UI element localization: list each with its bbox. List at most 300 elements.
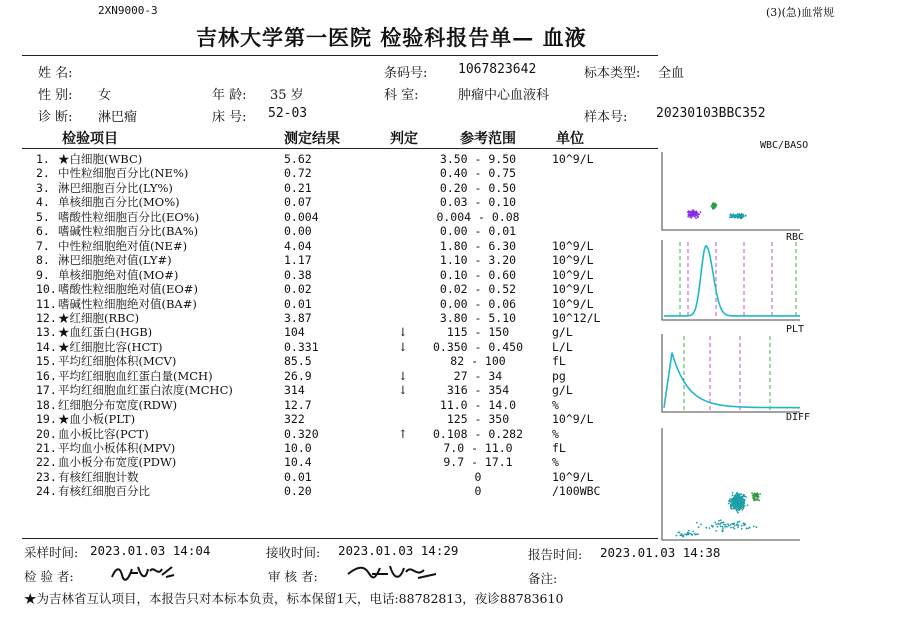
scatter-dot [725, 524, 727, 526]
table-row [0, 195, 660, 209]
row-no: 12. [36, 310, 57, 325]
table-row [0, 297, 660, 311]
row-flag: ↓ [398, 368, 408, 383]
row-result: 322 [284, 412, 305, 427]
row-unit: 10^9/L [552, 469, 594, 484]
diagnosis-value: 淋巴瘤 [98, 110, 138, 125]
scatter-dot [743, 495, 745, 497]
row-name: 红细胞分布宽度(RDW) [58, 397, 178, 412]
scatter-dot [726, 526, 728, 528]
scatter-dot [743, 523, 745, 525]
scatter-dot [754, 494, 756, 496]
row-range: 0 [474, 469, 482, 484]
table-row [0, 224, 660, 238]
scatter-dot [753, 526, 755, 528]
table-row [0, 253, 660, 267]
row-name: 嗜碱性粒细胞百分比(BA%) [58, 224, 199, 239]
scatter-dot [717, 526, 719, 528]
scatter-dot [720, 519, 722, 521]
scatter-dot [714, 522, 716, 524]
row-no: 11. [36, 296, 57, 311]
scatter-dot [705, 527, 707, 529]
scatter-dot [735, 216, 737, 218]
row-no: 15. [36, 354, 57, 369]
scatter-dot [721, 530, 723, 532]
scatter-dot [688, 530, 690, 532]
specimen-label: 标本类型: [584, 66, 641, 81]
remark-label: 备注: [528, 571, 558, 586]
row-flag: ↓ [398, 383, 408, 398]
row-result: 0.00 [284, 224, 312, 239]
scatter-dot [746, 528, 748, 530]
scatter-dot [718, 520, 720, 522]
scatter-dot [728, 503, 730, 505]
scatter-dot [735, 508, 737, 510]
scatter-dot [695, 214, 697, 216]
row-unit: pg [552, 368, 566, 383]
table-row [0, 383, 660, 397]
row-name: 平均红细胞体积(MCV) [58, 354, 177, 369]
col-range: 参考范围 [460, 131, 516, 147]
row-unit: /100WBC [552, 484, 601, 499]
scatter-dot [733, 501, 735, 503]
scatter-dot [700, 524, 702, 526]
report-title: 吉林大学第一医院 检验科报告单— 血液 [196, 25, 587, 50]
row-result: 3.87 [284, 310, 312, 325]
scatter-dot [732, 492, 734, 494]
tester-label: 检 验 者: [24, 569, 74, 584]
row-no: 9. [36, 267, 50, 282]
row-result: 0.331 [284, 339, 319, 354]
scatter-dot [691, 534, 693, 536]
scatter-dot [752, 495, 754, 497]
scatter-dot [732, 526, 734, 528]
scatter-dot [691, 217, 693, 219]
table-row [0, 325, 660, 339]
diagnosis-label: 诊 断: [38, 110, 73, 125]
row-unit: 10^9/L [552, 282, 594, 297]
scatter-dot [737, 495, 739, 497]
rbc-plot-label: RBC [786, 232, 805, 243]
row-range: 27 - 34 [453, 368, 503, 383]
wbc-plot-label: WBC/BASO [760, 140, 809, 151]
row-result: 0.02 [284, 282, 312, 297]
row-no: 20. [36, 426, 57, 441]
scatter-dot [743, 501, 745, 503]
scatter-dot [731, 498, 733, 500]
scatter-dot [688, 211, 690, 213]
row-unit: fL [552, 354, 566, 369]
scatter-dot [700, 211, 702, 213]
row-no: 19. [36, 412, 57, 427]
scatter-dot [715, 530, 717, 532]
scatter-dot [695, 217, 697, 219]
bed-label: 床 号: [212, 110, 247, 125]
scatter-dot [696, 522, 698, 524]
scatter-dot [730, 503, 732, 505]
sample-value: 20230103BBC352 [656, 106, 766, 121]
scatter-dot [698, 213, 700, 215]
row-no: 21. [36, 441, 57, 455]
scatter-dot [694, 216, 696, 218]
receive-time: 2023.01.03 14:29 [338, 543, 459, 558]
row-no: 13. [36, 325, 57, 340]
row-name: 血小板分布宽度(PDW) [58, 455, 177, 470]
row-range: 0.108 - 0.282 [432, 426, 523, 441]
scatter-dot [723, 522, 725, 524]
age-value: 35 岁 [270, 88, 304, 103]
collect-time-label: 采样时间: [24, 545, 79, 560]
row-name: 中性粒细胞绝对值(NE#) [58, 238, 188, 253]
scatter-dot [697, 533, 699, 535]
scatter-dot [730, 524, 732, 526]
row-no: 16. [36, 368, 57, 383]
row-range: 7.0 - 11.0 [443, 441, 513, 455]
row-name: 平均血小板体积(MPV) [58, 441, 176, 455]
row-result: 104 [284, 325, 305, 340]
table-row [0, 470, 660, 484]
scatter-dot [740, 507, 742, 509]
row-result: 0.20 [284, 484, 312, 499]
barcode-value: 1067823642 [458, 62, 537, 77]
row-range: 125 - 350 [446, 412, 510, 427]
scatter-dot [751, 492, 753, 494]
row-name: 淋巴细胞百分比(LY%) [58, 180, 173, 195]
gender-value: 女 [98, 88, 112, 103]
report-copy-type: (3)(急)血常规 [766, 6, 835, 19]
table-row [0, 210, 660, 224]
scatter-dot [729, 501, 731, 503]
scatter-dot [754, 493, 756, 495]
row-name: ★血红蛋白(HGB) [58, 325, 153, 340]
row-range: 1.80 - 6.30 [439, 238, 517, 253]
reviewer-signature [344, 560, 440, 586]
plt-plot-label: PLT [786, 324, 805, 335]
plt-histogram [658, 332, 804, 416]
row-range: 1.10 - 3.20 [439, 253, 517, 268]
row-range: 11.0 - 14.0 [439, 397, 517, 412]
row-name: 中性粒细胞百分比(NE%) [58, 166, 189, 181]
scatter-dot [677, 532, 679, 534]
scatter-dot [730, 507, 732, 509]
scatter-dot [714, 205, 716, 207]
scatter-dot [730, 527, 732, 529]
row-unit: g/L [552, 383, 573, 398]
scatter-dot [727, 523, 729, 525]
wbc-baso-scatterplot [658, 150, 804, 234]
specimen-value: 全血 [658, 66, 685, 81]
row-flag: ↓ [398, 325, 408, 340]
row-unit: 10^9/L [552, 152, 594, 166]
row-flag: ↓ [398, 339, 408, 354]
table-row [0, 340, 660, 354]
row-range: 0.004 - 0.08 [436, 209, 520, 224]
scatter-dot [741, 525, 743, 527]
row-result: 4.04 [284, 238, 312, 253]
row-name: 平均红细胞血红蛋白浓度(MCHC) [58, 383, 233, 398]
gender-label: 性 别: [38, 88, 73, 103]
footer-divider [22, 538, 658, 539]
scatter-dot [741, 505, 743, 507]
row-name: 有核红细胞计数 [58, 469, 139, 484]
title-divider [22, 55, 658, 56]
row-range: 3.50 - 9.50 [439, 152, 517, 166]
row-name: ★血小板(PLT) [58, 412, 136, 427]
row-result: 0.01 [284, 296, 312, 311]
scatter-dot [735, 496, 737, 498]
scatter-dot [739, 493, 741, 495]
row-result: 5.62 [284, 152, 312, 166]
scatter-dot [749, 527, 751, 529]
row-result: 0.72 [284, 166, 312, 181]
row-range: 115 - 150 [446, 325, 510, 340]
scatter-dot [694, 533, 696, 535]
scatter-dot [690, 215, 692, 217]
barcode-label: 条码号: [384, 66, 428, 81]
row-range: 9.7 - 17.1 [443, 455, 513, 470]
scatter-dot [711, 205, 713, 207]
col-item: 检验项目 [62, 131, 118, 147]
row-range: 0.03 - 0.10 [439, 195, 517, 210]
row-unit: L/L [552, 339, 573, 354]
row-no: 14. [36, 339, 57, 354]
report-time-label: 报告时间: [528, 547, 583, 562]
scatter-dot [731, 216, 733, 218]
row-name: ★白细胞(WBC) [58, 152, 143, 166]
scatter-dot [676, 535, 678, 537]
row-no: 22. [36, 455, 57, 470]
scatter-dot [735, 505, 737, 507]
scatter-dot [711, 525, 713, 527]
row-result: 0.004 [284, 209, 319, 224]
row-no: 18. [36, 397, 57, 412]
dept-label: 科 室: [384, 88, 419, 103]
header-divider [22, 148, 658, 149]
table-row [0, 398, 660, 412]
row-no: 3. [36, 180, 50, 195]
scatter-dot [692, 214, 694, 216]
scatter-dot [741, 217, 743, 219]
scatter-dot [692, 211, 694, 213]
scatter-dot [722, 526, 724, 528]
row-range: 0.00 - 0.06 [439, 296, 517, 311]
row-range: 82 - 100 [450, 354, 506, 369]
scatter-dot [696, 212, 698, 214]
row-no: 24. [36, 484, 57, 499]
results-table [0, 152, 660, 504]
scatter-dot [735, 214, 737, 216]
scatter-dot [738, 214, 740, 216]
scatter-dot [756, 526, 758, 528]
scatter-dot [683, 535, 685, 537]
footer-note: ★为吉林省互认项目，本报告只对本标本负责，标本保留1天，电话:88782813，夜诊88783610 [24, 591, 564, 606]
row-result: 0.38 [284, 267, 312, 282]
row-unit: g/L [552, 325, 573, 340]
row-no: 4. [36, 195, 50, 210]
scatter-dot [732, 499, 734, 501]
diff-scatterplot [658, 426, 804, 544]
scatter-dot [743, 503, 745, 505]
row-name: 平均红细胞血红蛋白量(MCH) [58, 368, 213, 383]
scatter-dot [713, 208, 715, 210]
row-result: 10.4 [284, 455, 312, 470]
row-name: 单核细胞绝对值(MO#) [58, 267, 179, 282]
row-no: 17. [36, 383, 57, 398]
tester-signature [108, 561, 178, 585]
scatter-dot [737, 521, 739, 523]
row-unit: 10^9/L [552, 253, 594, 268]
row-range: 0.10 - 0.60 [439, 267, 517, 282]
scatter-dot [739, 498, 741, 500]
row-no: 5. [36, 209, 50, 224]
scatter-dot [737, 512, 739, 514]
row-range: 0.40 - 0.75 [439, 166, 517, 181]
row-name: 单核细胞百分比(MO%) [58, 195, 180, 210]
row-name: 血小板比容(PCT) [58, 426, 149, 441]
row-no: 2. [36, 166, 50, 181]
table-row [0, 239, 660, 253]
scatter-dot [754, 498, 756, 500]
rbc-histogram [658, 238, 804, 324]
scatter-dot [723, 524, 725, 526]
row-range: 0.20 - 0.50 [439, 180, 517, 195]
scatter-dot [687, 533, 689, 535]
table-row [0, 354, 660, 368]
row-no: 10. [36, 282, 57, 297]
table-row [0, 152, 660, 166]
scatter-dot [733, 523, 735, 525]
scatter-dot [720, 526, 722, 528]
scatter-dot [716, 204, 718, 206]
col-unit: 单位 [556, 131, 584, 147]
scatter-dot [722, 527, 724, 529]
receive-time-label: 接收时间: [266, 545, 321, 560]
row-range: 0 [474, 484, 482, 499]
row-result: 0.07 [284, 195, 312, 210]
row-unit: % [552, 397, 559, 412]
row-result: 314 [284, 383, 305, 398]
name-label: 姓 名: [38, 66, 73, 81]
row-name: ★红细胞比容(HCT) [58, 339, 163, 354]
row-unit: 10^12/L [552, 310, 601, 325]
scatter-dot [737, 526, 739, 528]
scatter-dot [717, 523, 719, 525]
row-result: 12.7 [284, 397, 312, 412]
scatter-dot [741, 528, 743, 530]
row-unit: % [552, 426, 559, 441]
scatter-dot [757, 494, 759, 496]
scatter-dot [709, 527, 711, 529]
table-row [0, 181, 660, 195]
diff-plot-label: DIFF [786, 412, 811, 423]
row-no: 7. [36, 238, 50, 253]
table-row [0, 282, 660, 296]
row-range: 0.02 - 0.52 [439, 282, 517, 297]
scatter-dot [743, 494, 745, 496]
scatter-dot [747, 504, 749, 506]
row-range: 0.00 - 0.01 [439, 224, 517, 239]
scatter-dot [740, 493, 742, 495]
table-row [0, 166, 660, 180]
scatter-dot [739, 502, 741, 504]
scatter-dot [758, 500, 760, 502]
row-name: 有核红细胞百分比 [58, 484, 150, 499]
col-result: 测定结果 [284, 131, 340, 147]
scatter-dot [684, 533, 686, 535]
table-row [0, 484, 660, 498]
scatter-dot [744, 499, 746, 501]
scatter-dot [742, 509, 744, 511]
row-result: 1.17 [284, 253, 312, 268]
report-code: 2XN9000-3 [98, 4, 158, 17]
col-flag: 判定 [390, 131, 418, 147]
row-name: 淋巴细胞绝对值(LY#) [58, 253, 172, 268]
row-result: 0.320 [284, 426, 319, 441]
scatter-dot [741, 213, 743, 215]
row-name: 嗜碱性粒细胞绝对值(BA#) [58, 296, 197, 311]
row-unit: fL [552, 441, 566, 455]
scatter-dot [732, 494, 734, 496]
scatter-dot [716, 524, 718, 526]
scatter-dot [736, 523, 738, 525]
collect-time: 2023.01.03 14:04 [90, 543, 211, 558]
scatter-dot [731, 505, 733, 507]
scatter-dot [736, 492, 738, 494]
row-name: ★红细胞(RBC) [58, 310, 140, 325]
scatter-dot [757, 498, 759, 500]
scatter-dot [733, 216, 735, 218]
sample-label: 样本号: [584, 110, 628, 125]
bed-value: 52-03 [268, 106, 308, 121]
scatter-dot [721, 522, 723, 524]
reviewer-label: 审 核 者: [268, 569, 318, 584]
scatter-dot [736, 500, 738, 502]
row-range: 316 - 354 [446, 383, 510, 398]
age-label: 年 龄: [212, 88, 247, 103]
scatter-dot [739, 496, 741, 498]
table-row [0, 369, 660, 383]
scatter-dot [680, 533, 682, 535]
scatter-dot [719, 523, 721, 525]
scatter-dot [745, 496, 747, 498]
scatter-dot [734, 525, 736, 527]
row-result: 0.01 [284, 469, 312, 484]
row-no: 23. [36, 469, 57, 484]
row-result: 85.5 [284, 354, 312, 369]
scatter-dot [728, 525, 730, 527]
scatter-dot [731, 215, 733, 217]
scatter-dot [692, 531, 694, 533]
scatter-dot [742, 216, 744, 218]
dept-value: 肿瘤中心血液科 [458, 88, 550, 103]
scatter-dot [737, 505, 739, 507]
table-row [0, 412, 660, 426]
row-name: 嗜酸性粒细胞百分比(EO%) [58, 209, 200, 224]
row-range: 3.80 - 5.10 [439, 310, 517, 325]
table-row [0, 441, 660, 455]
row-flag: ↑ [398, 426, 408, 441]
row-name: 嗜酸性粒细胞绝对值(EO#) [58, 282, 198, 297]
scatter-dot [757, 496, 759, 498]
table-row [0, 268, 660, 282]
table-row [0, 427, 660, 441]
scatter-dot [737, 501, 739, 503]
row-no: 8. [36, 253, 50, 268]
scatter-dot [745, 215, 747, 217]
table-row [0, 311, 660, 325]
report-time: 2023.01.03 14:38 [600, 545, 721, 560]
row-result: 26.9 [284, 368, 312, 383]
